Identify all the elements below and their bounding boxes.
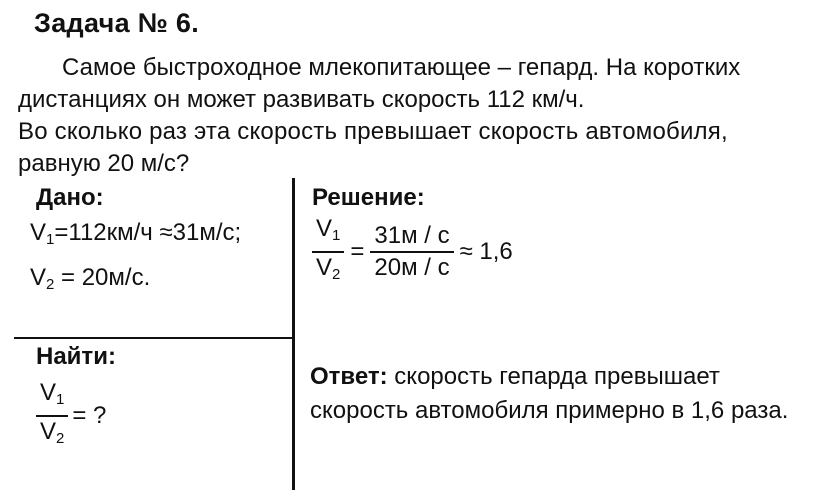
problem-title: Задача № 6. bbox=[34, 8, 200, 38]
approx-result: ≈ 1,6 bbox=[459, 238, 513, 265]
ratio-numerator bbox=[312, 214, 344, 251]
find-denominator bbox=[36, 417, 68, 454]
answer-block bbox=[310, 360, 788, 428]
given-block bbox=[30, 214, 241, 304]
find-num-index: 1 bbox=[56, 391, 65, 408]
answer-label: Ответ: bbox=[310, 363, 388, 390]
find-fraction bbox=[36, 378, 68, 454]
answer-line-2: скорость автомобиля примерно в 1,6 раза. bbox=[310, 397, 789, 424]
values-denominator: 20м / с bbox=[374, 254, 450, 281]
ratio-fraction bbox=[312, 214, 344, 290]
condition-line-1: Самое быстроходное млекопитающее – гепард. На коротких bbox=[62, 54, 741, 81]
given-v1 bbox=[30, 214, 241, 259]
v2-value: = 20м/с. bbox=[54, 264, 151, 291]
ratio-den-index: 2 bbox=[332, 266, 341, 283]
v2-symbol: V bbox=[30, 264, 47, 291]
find-den-index: 2 bbox=[56, 430, 65, 447]
condition-line-3: Во сколько раз эта скорость превышает скорость автомобиля, bbox=[18, 118, 728, 145]
horizontal-divider bbox=[14, 337, 294, 339]
answer-line-1-text: скорость гепарда превышает bbox=[387, 363, 720, 390]
solution-formula bbox=[312, 214, 519, 290]
given-heading: Дано: bbox=[36, 184, 104, 211]
ratio-num-symbol: V bbox=[316, 215, 333, 242]
problem-condition bbox=[18, 52, 823, 180]
find-num-symbol: V bbox=[40, 379, 57, 406]
equals-sign: = bbox=[350, 238, 365, 265]
find-formula bbox=[36, 378, 110, 454]
find-heading: Найти: bbox=[36, 343, 116, 370]
values-fraction bbox=[370, 221, 453, 283]
v1-value: =112км/ч ≈31м/с; bbox=[54, 219, 242, 246]
find-numerator bbox=[36, 378, 68, 415]
values-numerator: 31м / с bbox=[374, 222, 450, 249]
v2-index: 2 bbox=[46, 276, 55, 293]
v1-symbol: V bbox=[30, 219, 47, 246]
ratio-denominator bbox=[312, 253, 344, 290]
v1-index: 1 bbox=[46, 231, 55, 248]
solution-heading: Решение: bbox=[312, 184, 425, 211]
given-v2 bbox=[30, 259, 241, 304]
answer-line-1 bbox=[310, 360, 788, 394]
condition-line-4: равную 20 м/с? bbox=[18, 150, 190, 177]
find-tail: = ? bbox=[72, 402, 107, 429]
ratio-num-index: 1 bbox=[332, 227, 341, 244]
ratio-den-symbol: V bbox=[316, 254, 333, 281]
condition-line-2: дистанциях он может развивать скорость 112 км/ч. bbox=[18, 86, 585, 113]
vertical-divider bbox=[292, 178, 295, 490]
find-den-symbol: V bbox=[40, 418, 57, 445]
